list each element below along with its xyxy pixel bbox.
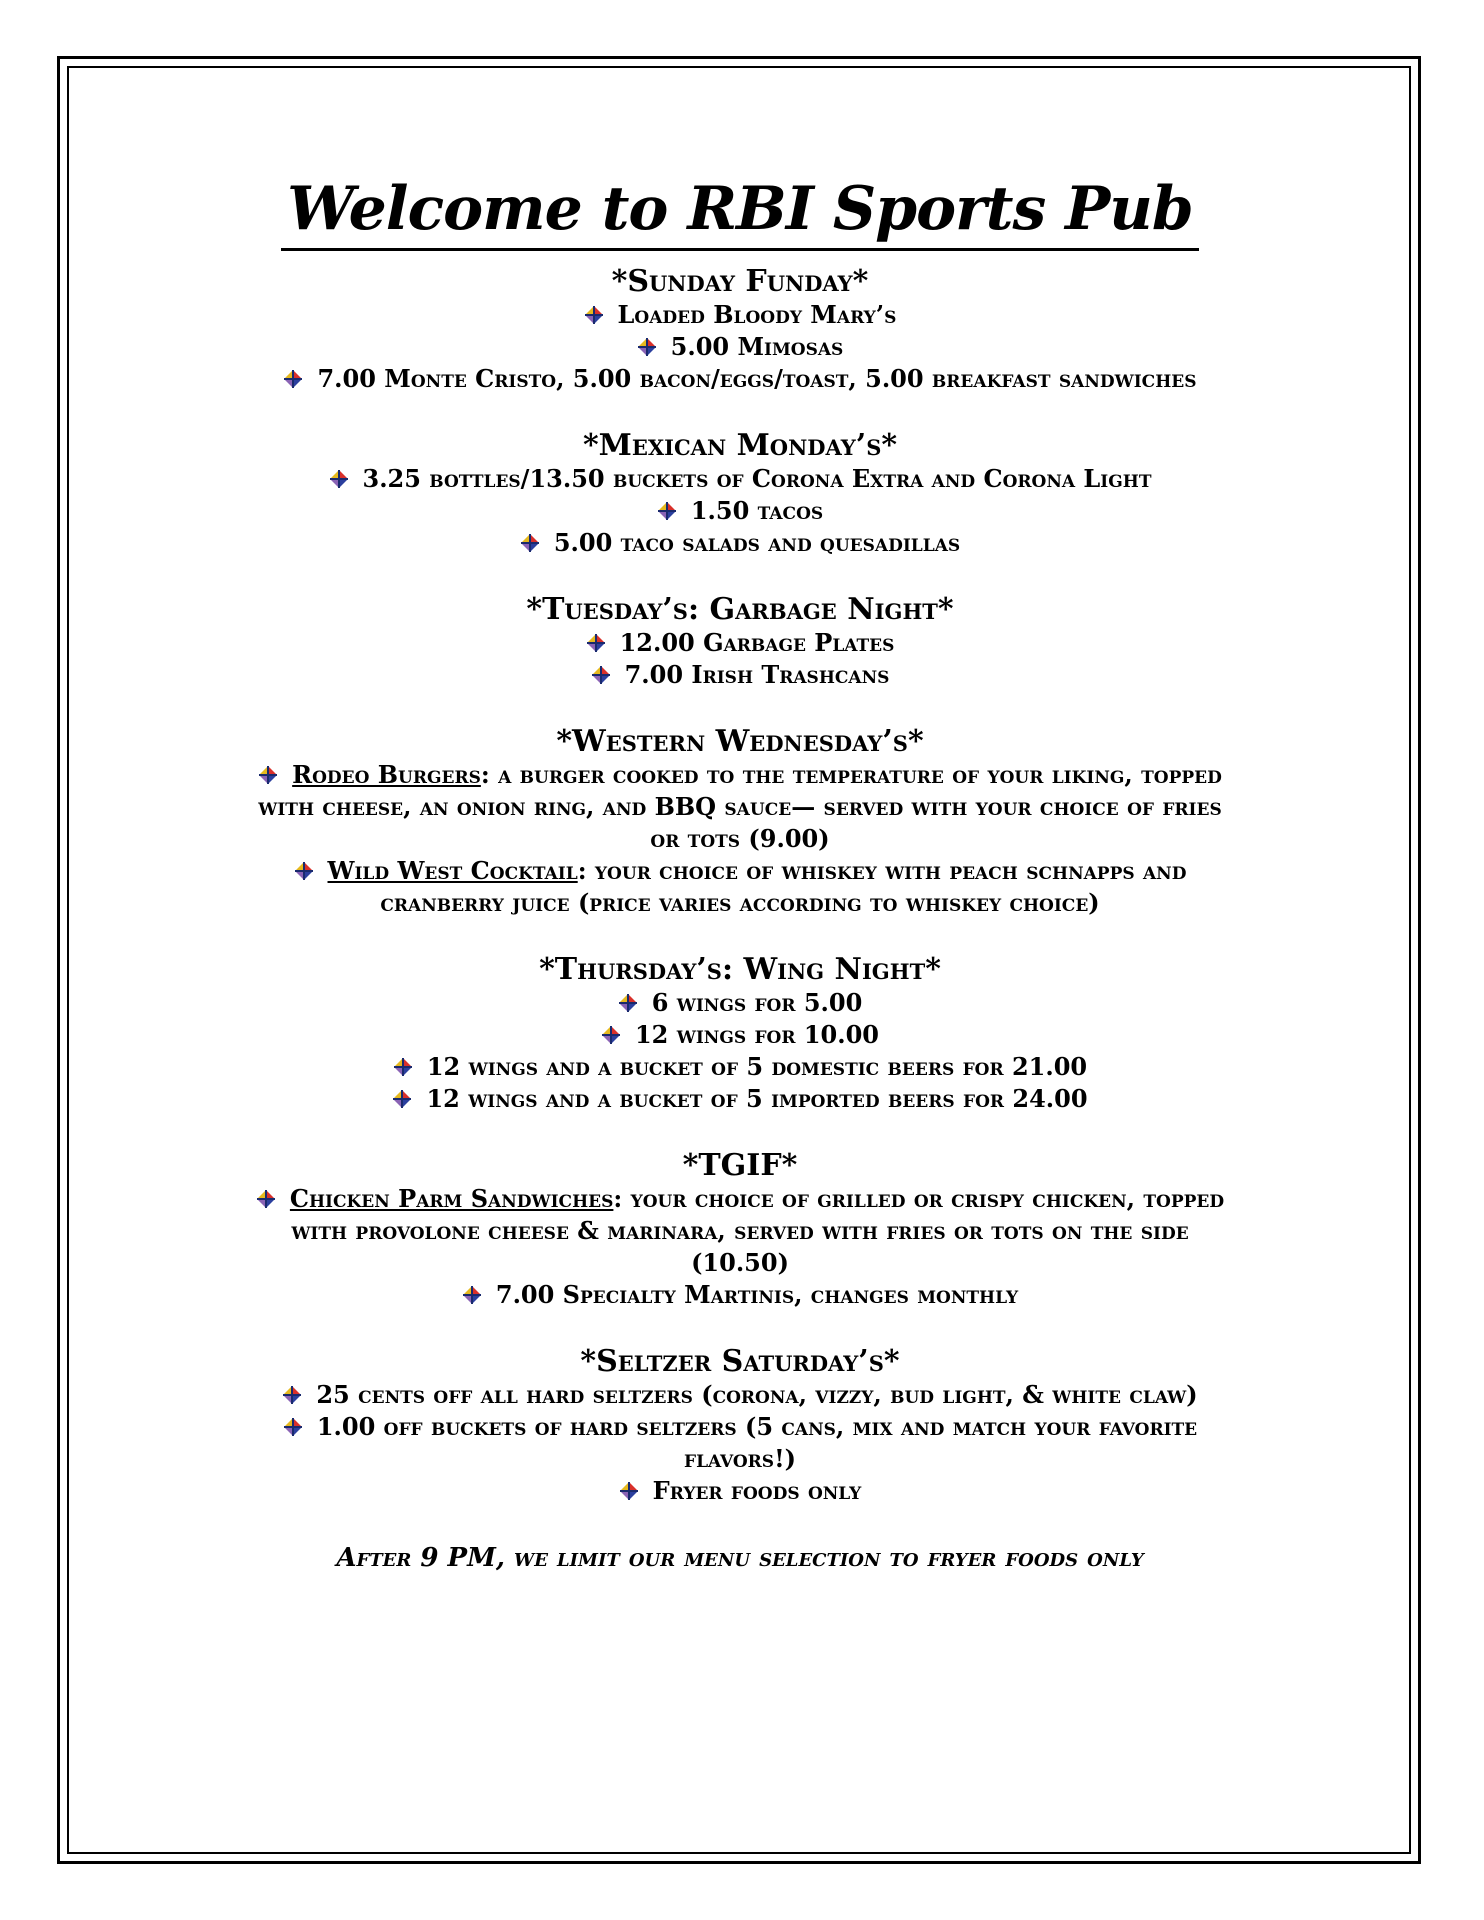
section-items (90, 463, 1390, 559)
menu-section (90, 1149, 1390, 1311)
menu-item-text: 25 cents off all hard seltzers (corona, vizzy, bud light, & white claw) (316, 1380, 1198, 1409)
menu-section (90, 265, 1390, 395)
menu-item-text: 12 wings and a bucket of 5 domestic beers for 21.00 (426, 1052, 1088, 1081)
menu-section (90, 1345, 1390, 1507)
four-color-diamond-bullet-icon (462, 1285, 482, 1305)
menu-item (250, 1411, 1230, 1475)
section-heading: *Mexican Monday’s* (582, 428, 898, 463)
four-color-diamond-bullet-icon (294, 861, 314, 881)
menu-item (250, 987, 1230, 1019)
section-heading: *Seltzer Saturday’s* (580, 1344, 900, 1379)
section-heading: *Tuesday’s: Garbage Night* (526, 592, 954, 627)
menu-item-label: Chicken Parm Sandwiches (289, 1184, 614, 1213)
menu-item-text: 12 wings and a bucket of 5 imported beers for 24.00 (426, 1084, 1088, 1113)
menu-item-text: 5.00 taco salads and quesadillas (553, 528, 961, 557)
menu-item-text: 12.00 Garbage Plates (619, 628, 895, 657)
menu-item (250, 299, 1230, 331)
menu-section (90, 953, 1390, 1115)
menu-sections (90, 265, 1390, 1507)
four-color-diamond-bullet-icon (637, 337, 657, 357)
section-heading: *Thursday’s: Wing Night* (539, 952, 941, 987)
four-color-diamond-bullet-icon (591, 665, 611, 685)
section-items (90, 759, 1390, 919)
four-color-diamond-bullet-icon (619, 1481, 639, 1501)
section-items (90, 299, 1390, 395)
menu-item-label: Wild West Cocktail (327, 856, 578, 885)
page-title: Welcome to RBI Sports Pub (281, 170, 1199, 251)
menu-section (90, 429, 1390, 559)
four-color-diamond-bullet-icon (657, 501, 677, 521)
footer-note: After 9 PM, we limit our menu selection to fryer foods only (336, 1543, 1144, 1573)
menu-section (90, 725, 1390, 919)
menu-item-text: 1.50 tacos (690, 496, 824, 525)
four-color-diamond-bullet-icon (283, 1417, 303, 1437)
menu-content (90, 170, 1390, 1575)
four-color-diamond-bullet-icon (392, 1089, 412, 1109)
menu-item (250, 1279, 1230, 1311)
four-color-diamond-bullet-icon (586, 633, 606, 653)
section-items (90, 987, 1390, 1115)
menu-item (250, 1083, 1230, 1115)
section-items (90, 1379, 1390, 1507)
menu-item (250, 363, 1230, 395)
section-items (90, 627, 1390, 691)
section-heading: *Sunday Funday* (611, 264, 869, 299)
four-color-diamond-bullet-icon (601, 1025, 621, 1045)
menu-item (250, 1379, 1230, 1411)
menu-item-text: Loaded Bloody Mary’s (617, 300, 897, 329)
menu-item-text: : a burger cooked to the temperature of your liking, topped with cheese, an onion ring, and BBQ sauce— served with your choice of fries or tots (9.00) (258, 760, 1222, 853)
menu-item (250, 855, 1230, 919)
menu-item-text: : your choice of whiskey with peach schnapps and cranberry juice (price varies according to whiskey choice) (380, 856, 1187, 917)
menu-item (250, 759, 1230, 855)
menu-item (250, 527, 1230, 559)
four-color-diamond-bullet-icon (329, 469, 349, 489)
menu-item-text: 5.00 Mimosas (670, 332, 844, 361)
menu-section (90, 593, 1390, 691)
menu-item (250, 495, 1230, 527)
menu-item (250, 659, 1230, 691)
menu-item-text: 12 wings for 10.00 (634, 1020, 879, 1049)
four-color-diamond-bullet-icon (256, 1189, 276, 1209)
menu-item (250, 1019, 1230, 1051)
menu-item (250, 331, 1230, 363)
four-color-diamond-bullet-icon (283, 369, 303, 389)
menu-item (250, 1051, 1230, 1083)
menu-item-text: 7.00 Specialty Martinis, changes monthly (495, 1280, 1019, 1309)
menu-item (250, 1183, 1230, 1279)
menu-item-text: 6 wings for 5.00 (651, 988, 863, 1017)
four-color-diamond-bullet-icon (282, 1385, 302, 1405)
four-color-diamond-bullet-icon (520, 533, 540, 553)
menu-item-text: 7.00 Monte Cristo, 5.00 bacon/eggs/toast, 5.00 breakfast sandwiches (317, 364, 1197, 393)
menu-item-text: : your choice of grilled or crispy chicken, topped with provolone cheese & marinara, served with fries or tots on the side (10.50) (291, 1184, 1225, 1277)
four-color-diamond-bullet-icon (393, 1057, 413, 1077)
four-color-diamond-bullet-icon (618, 993, 638, 1013)
menu-item (250, 627, 1230, 659)
section-heading: *TGIF* (682, 1148, 798, 1183)
section-items (90, 1183, 1390, 1311)
menu-item (205, 463, 1275, 495)
menu-item-text: 7.00 Irish Trashcans (624, 660, 890, 689)
section-heading: *Western Wednesday’s* (556, 724, 924, 759)
menu-item-text: 1.00 off buckets of hard seltzers (5 cans, mix and match your favorite flavors!) (316, 1412, 1198, 1473)
menu-item-text: 3.25 bottles/13.50 buckets of Corona Extra and Corona Light (362, 464, 1152, 493)
menu-item-label: Rodeo Burgers (292, 760, 481, 789)
menu-item-text: Fryer foods only (652, 1476, 862, 1505)
menu-item (250, 1475, 1230, 1507)
four-color-diamond-bullet-icon (584, 305, 604, 325)
four-color-diamond-bullet-icon (258, 765, 278, 785)
